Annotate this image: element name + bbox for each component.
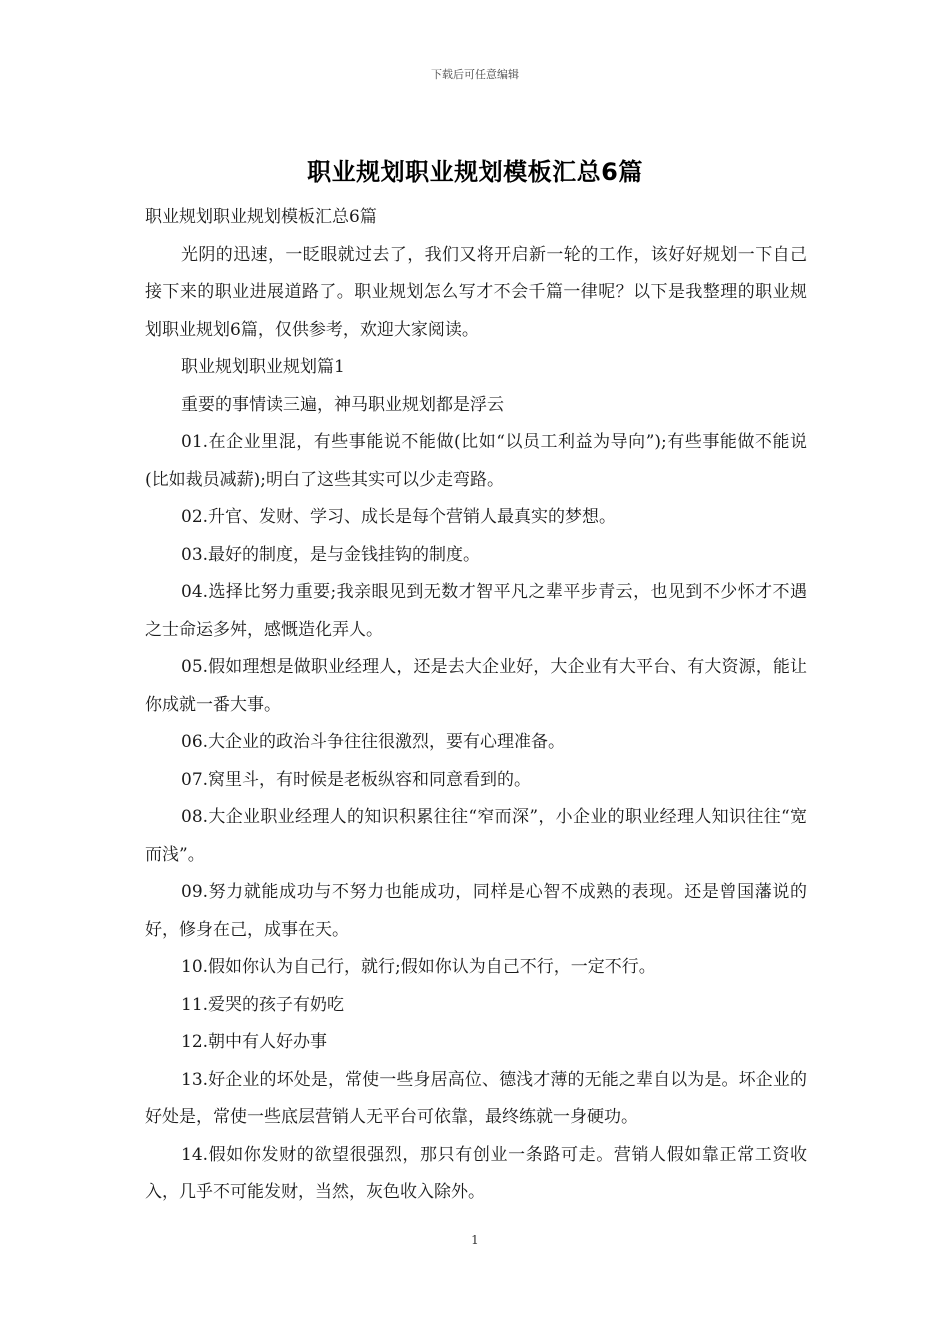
list-item: 01.在企业里混，有些事能说不能做(比如“以员工利益为导向”);有些事能做不能说(比如裁员减薪);明白了这些其实可以少走弯路。 xyxy=(145,432,807,490)
list-item: 07.窝里斗，有时候是老板纵容和同意看到的。 xyxy=(181,769,532,790)
list-item: 14.假如你发财的欲望很强烈，那只有创业一条路可走。营销人假如靠正常工资收入，几乎不可能发财，当然，灰色收入除外。 xyxy=(145,1144,807,1202)
list-item: 05.假如理想是做职业经理人，还是去大企业好，大企业有大平台、有大资源，能让你成就一番大事。 xyxy=(145,657,807,715)
list-item: 02.升官、发财、学习、成长是每个营销人最真实的梦想。 xyxy=(181,507,617,527)
list-item: 03.最好的制度，是与金钱挂钩的制度。 xyxy=(181,544,481,565)
list-item: 04.选择比努力重要;我亲眼见到无数才智平凡之辈平步青云，也见到不少怀才不遇之士命运多舛，感慨造化弄人。 xyxy=(145,582,807,640)
list-item: 13.好企业的坏处是，常使一些身居高位、德浅才薄的无能之辈自以为是。坏企业的好处是，常使一些底层营销人无平台可依靠，最终练就一身硬功。 xyxy=(145,1069,807,1127)
document-body xyxy=(145,199,807,1212)
list-item: 08.大企业职业经理人的知识积累往往“窄而深”，小企业的职业经理人知识往往“宽而浅”。 xyxy=(145,807,807,865)
document-title: 职业规划职业规划模板汇总6篇 xyxy=(307,158,643,186)
list-item: 09.努力就能成功与不努力也能成功，同样是心智不成熟的表现。还是曾国藩说的好，修身在己，成事在天。 xyxy=(145,882,807,940)
section-lead: 重要的事情读三遍，神马职业规划都是浮云 xyxy=(181,394,504,415)
page-header-note: 下载后可任意编辑 xyxy=(431,68,519,81)
list-item: 06.大企业的政治斗争往往很激烈，要有心理准备。 xyxy=(181,732,566,752)
section-heading: 职业规划职业规划篇1 xyxy=(181,357,345,377)
list-item: 10.假如你认为自己行，就行;假如你认为自己不行，一定不行。 xyxy=(181,957,656,977)
list-item: 11.爱哭的孩子有奶吃 xyxy=(181,994,345,1015)
page-number: 1 xyxy=(471,1233,479,1247)
list-item: 12.朝中有人好办事 xyxy=(181,1032,328,1052)
intro-paragraph: 光阴的迅速，一眨眼就过去了，我们又将开启新一轮的工作，该好好规划一下自己接下来的职业进展道路了。职业规划怎么写才不会千篇一律呢？以下是我整理的职业规划职业规划6篇，仅供参考，欢迎大家阅读。 xyxy=(145,244,807,340)
subtitle-paragraph: 职业规划职业规划模板汇总6篇 xyxy=(145,207,377,227)
